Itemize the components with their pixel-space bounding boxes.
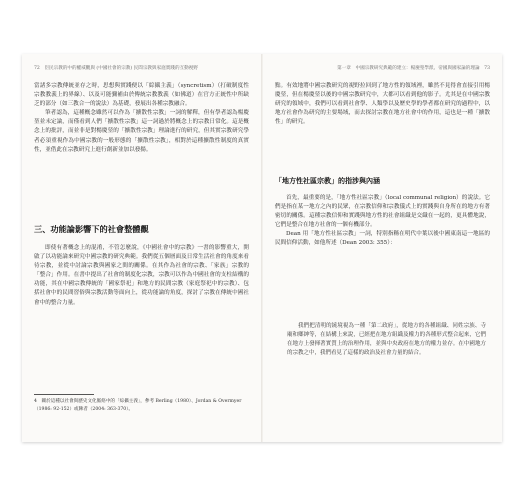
subsection-heading: 「地方性社區宗教」的指涉與內涵 <box>275 176 380 185</box>
running-header-left: 72 臣民宗教的中的權威觀與 (中國社會的宗教) 民間宗教與家庭實踐的互動視野 <box>34 66 198 71</box>
left-page <box>22 54 261 442</box>
body-text-block-1 <box>34 82 249 155</box>
running-header-right: 第一章 中國宗教研究典範的建立：楊慶堃學派、帝國與國家論的理論 73 <box>337 66 490 71</box>
body-text-block-2 <box>275 194 490 249</box>
paragraph: 當諸多宗教傳統並存之時，思想與實踐便以「綜攝主義」（syncretism）（打破制度性宗教教義上的界線）、以及可能彌補由於傳統宗教教義（如佛道）在官方正統性中所缺乏的部分（如三教合一的說法）為基礎，發展出各種宗教融合。 <box>34 83 249 108</box>
paragraph: 點。有效地將中國宗教研究的視野拉回到了地方性的領域裡，雖然不見得會直接引用楊慶堃，但在楊慶堃以後的中國宗教研究中，大都可以看到他的影子。尤其是在中國宗教研究的領域中，我們可以看到社會學、人類學以及歷史學的學者都在研究的過程中，以地方社會作為研究的主要場域，而去探討宗教在地方社會中的作用，這也是一種「擴散性」的研究。 <box>275 83 490 126</box>
paragraph: 首先，最重要的是，「地方性社區宗教」（local communal religion）的說法。它們是指在某一地方之內的民眾，在宗教信仰和宗教儀式上的實踐與自身所在的地方有著密切的關係。這種宗教信仰和實踐與地方性的社會組織是交織在一起的，更具體地說，它們是整合在地方社會的一個有機部分。 <box>275 195 490 229</box>
body-text-block-1 <box>275 82 490 127</box>
footnote: 4 關於這種以社會與歷史文化脈絡中的「綜攝主義」，參考 Berling（1980）、Jordan & Overmyer（1986: 92-152）或陳者（2004: 363-370）。 <box>34 399 242 412</box>
paragraph: 即使有著概念上的混淆，不管怎麼說，《中國社會中的宗教》一書的影響重大，開啟了以功能論來研究中國宗教的研究典範。我們從五個層面及日常生活社會的角度來看待宗教，並從中討論宗教與國家之間的關係。在其作為社會的宗教、「家族」宗教的「整合」作用。在書中提出了社會的制度化宗教，宗教可以作為中國社會的支柱結構的功能，其在中國宗教傳統的「國家祭祀」和地方的民間宗教（家庭祭祀中的宗教）、包括社會中的民間習俗與宗教活動等面向上，從功能論的角度，探討了宗教在傳統中國社會中的整合力量。 <box>34 245 249 306</box>
book-spread <box>22 54 502 442</box>
right-page <box>263 54 502 442</box>
footnote-rule <box>34 394 94 395</box>
block-quote <box>287 322 486 358</box>
section-heading: 三、功能論影響下的社會整體觀 <box>34 224 149 234</box>
paragraph: Dean 用「地方性社區宗教」一詞，特別指稱在明代中葉以後中國東南這一地區的民間信仰活動，如他所述（Dean 2003: 355）： <box>275 231 490 247</box>
quote-text: 我們把清明的繞境視為一種「第二政府」，從地方的各種組織、同姓宗族、寺廟和鄉紳等，在結構上來說，已經把在地方組織及權力的各種形式整合起來，它們在地方上發揮著實質上的治理作用，並與中央政府在地方的權力並存。在中國地方的宗教之中，我們看見了這樣的政治及社會力量的結合。 <box>287 323 486 357</box>
body-text-block-2 <box>34 244 249 308</box>
paragraph: 筆者認為，這種概念雖然可以作為「擴散性宗教」一詞的解釋，但有學者認為楊慶堃並未定論，而僅看到人們「擴散性宗教」這一詞過於將概念上的宗教日常化。這是概念上的批評，而並非是對楊慶堃的「擴散性宗教」理論進行的研究，但其實宗教研究學者必須重視作為中國宗教的一般形態的「擴散性宗教」，相對於這種擴散性制度的真實性，並借此在宗教研究上進行創新並加以發揚。 <box>34 110 249 153</box>
